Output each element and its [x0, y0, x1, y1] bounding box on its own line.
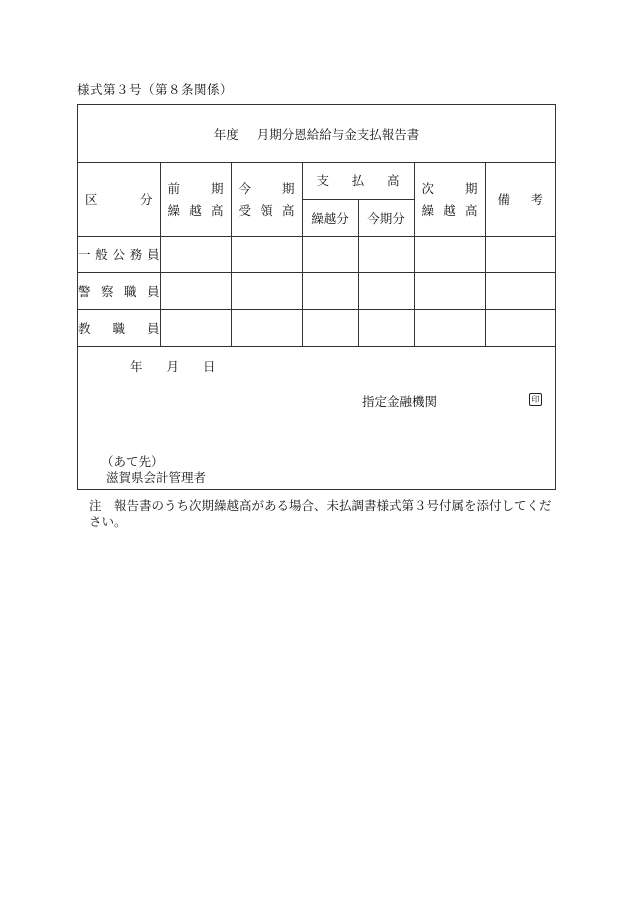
- cell[interactable]: [160, 272, 231, 309]
- footnote: 注 報告書のうち次期繰越高がある場合、未払調書様式第３号付属を添付してください。: [89, 498, 552, 529]
- table-row: [78, 309, 555, 346]
- cell[interactable]: [160, 236, 231, 272]
- table-row: [78, 272, 555, 309]
- cell[interactable]: [414, 272, 485, 309]
- header-current-portion: 今期分: [358, 199, 414, 236]
- cell[interactable]: [160, 309, 231, 346]
- cell[interactable]: [485, 309, 555, 346]
- addressee-name: 滋賀県会計管理者: [106, 470, 207, 485]
- cell[interactable]: [302, 272, 358, 309]
- date-line: 年 月 日: [130, 359, 216, 374]
- cell[interactable]: [414, 309, 485, 346]
- header-next-carryover: 次 期 繰 越 高: [414, 162, 485, 236]
- cell[interactable]: [231, 272, 302, 309]
- cell[interactable]: [485, 272, 555, 309]
- form-number: 様式第３号（第８条関係）: [77, 82, 234, 97]
- addressee-label: （あて先）: [101, 454, 164, 469]
- form-footer: [78, 346, 555, 489]
- cell[interactable]: [231, 236, 302, 272]
- header-current-received: 今 期 受 領 高: [231, 162, 302, 236]
- cell[interactable]: [358, 236, 414, 272]
- row-label-police: 警察職員: [78, 272, 160, 309]
- form-title: 年度 月期分恩給給与金支払報告書: [78, 105, 555, 163]
- seal-icon: 印: [529, 393, 542, 406]
- cell[interactable]: [358, 309, 414, 346]
- header-previous-carryover: 前 期 繰 越 高: [160, 162, 231, 236]
- table-row: [78, 236, 555, 272]
- row-label-general: 一般公務員: [78, 236, 160, 272]
- cell[interactable]: [414, 236, 485, 272]
- row-label-teacher: 教職員: [78, 309, 160, 346]
- report-form: [77, 104, 556, 490]
- header-payment: 支 払 高: [302, 162, 414, 199]
- header-kubun: 区 分: [78, 162, 160, 236]
- header-remarks: 備 考: [485, 162, 555, 236]
- bank-label: 指定金融機関: [362, 394, 438, 409]
- cell[interactable]: [302, 309, 358, 346]
- cell[interactable]: [231, 309, 302, 346]
- payment-table: [78, 162, 555, 347]
- cell[interactable]: [302, 236, 358, 272]
- header-carryover-portion: 繰越分: [302, 199, 358, 236]
- cell[interactable]: [485, 236, 555, 272]
- cell[interactable]: [358, 272, 414, 309]
